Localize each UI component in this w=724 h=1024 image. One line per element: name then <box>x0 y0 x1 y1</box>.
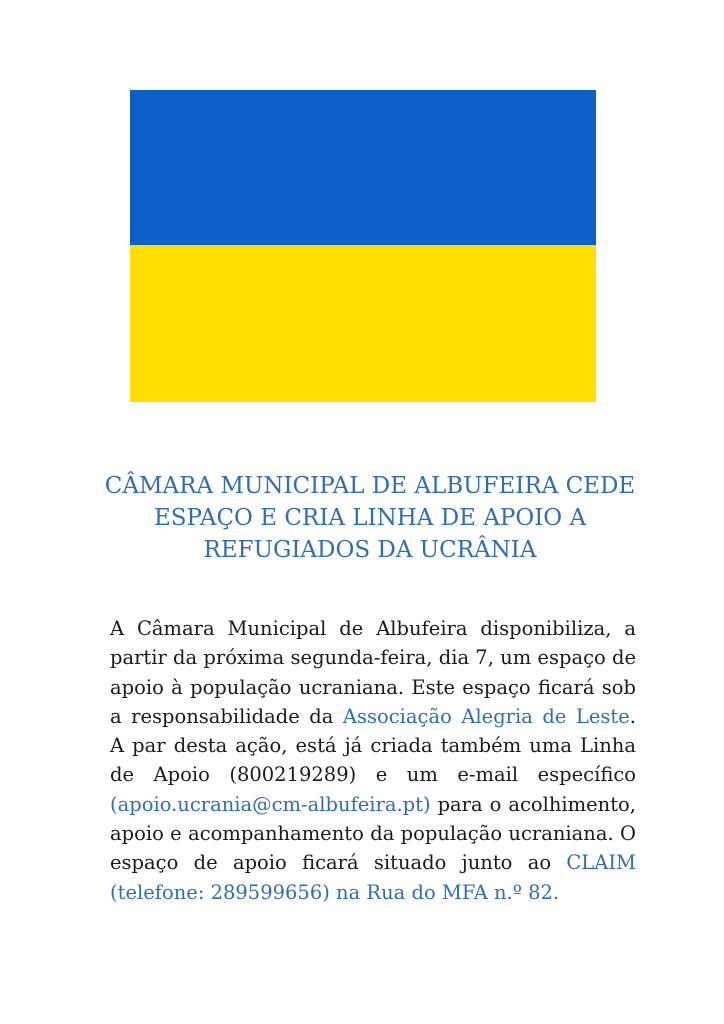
support-email: (apoio.ucrania@cm-albufeira.pt) <box>110 792 431 816</box>
location-info: CLAIM (telefone: 289599656) na Rua do MFA n.º 82. <box>110 851 636 904</box>
ukraine-flag <box>130 90 596 402</box>
title-line-1: CÂMARA MUNICIPAL DE ALBUFEIRA CEDE <box>104 473 636 499</box>
body-text-part-1: A Câmara Municipal de Albufeira disponibiliza, a partir da próxima segunda-feira, dia 7, um espaço de apoio à população ucraniana. Este espaço ficará sob a responsabilidade da <box>110 617 636 728</box>
title-line-2: ESPAÇO E CRIA LINHA DE APOIO A <box>153 505 587 531</box>
flag-yellow-stripe <box>130 245 596 402</box>
body-text-part-3: para o acolhimento, apoio e acompanhamento da população ucraniana. O espaço de apoio ficará situado junto ao <box>110 792 636 875</box>
flag-blue-stripe <box>130 90 596 245</box>
association-name: Associação Alegria de Leste <box>342 704 630 728</box>
body-paragraph <box>110 614 636 907</box>
page-title <box>100 470 640 566</box>
title-line-3: REFUGIADOS DA UCRÂNIA <box>203 537 537 563</box>
body-text-part-2: . A par desta ação, está já criada também uma Linha de Apoio (800219289) e um e-mail específico <box>110 704 636 787</box>
